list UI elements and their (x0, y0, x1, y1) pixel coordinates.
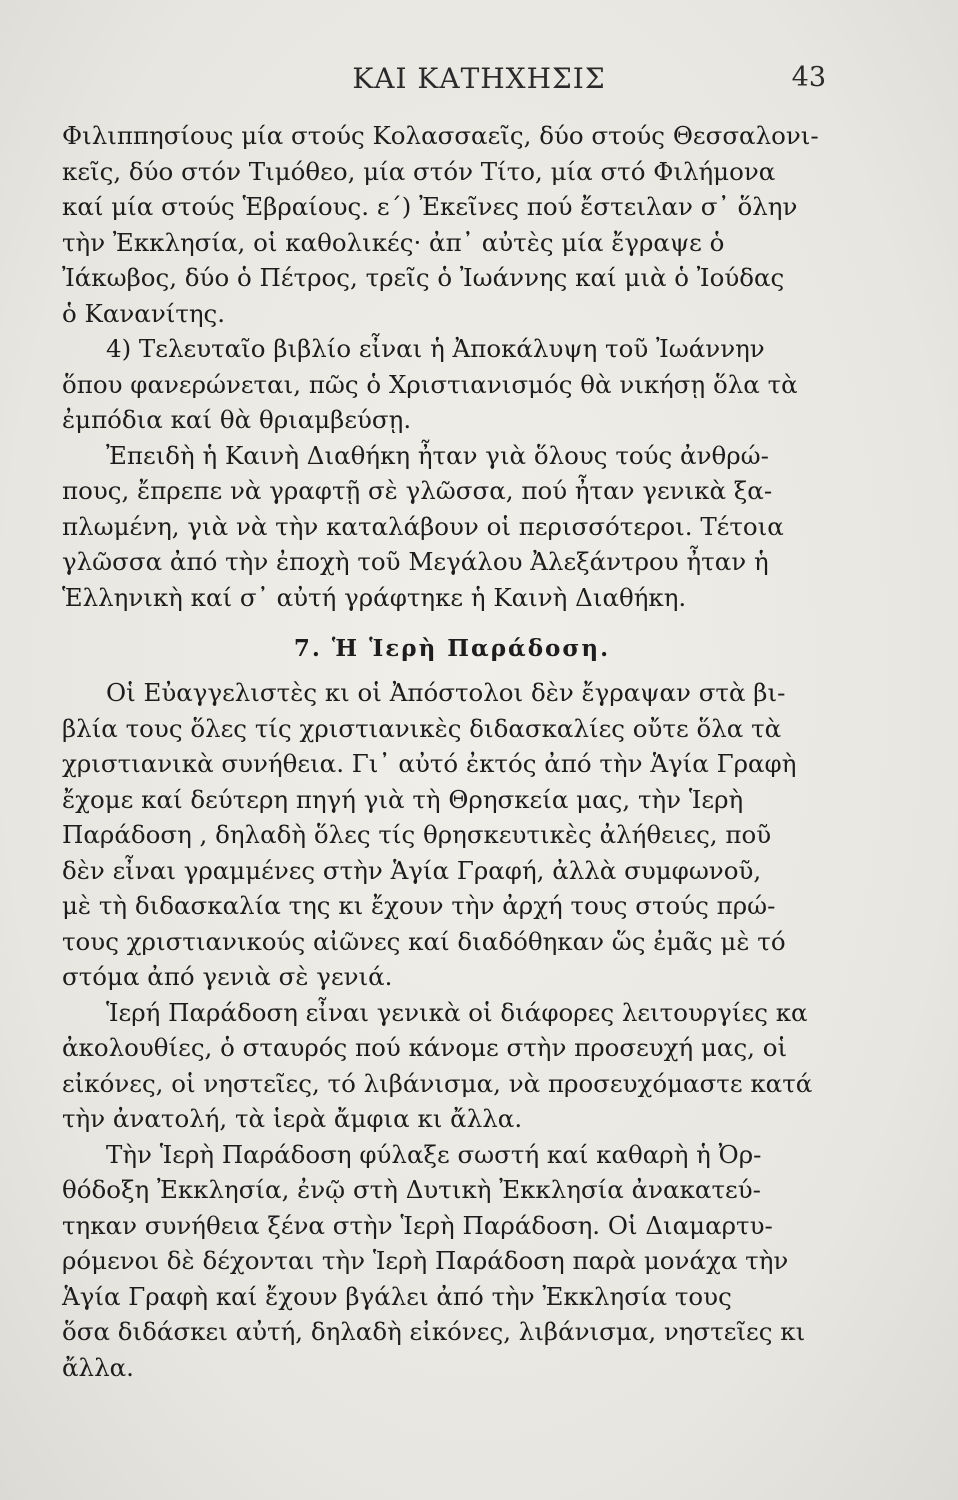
text-line: στόμα ἀπό γενιὰ σὲ γενιά. (62, 962, 393, 991)
paragraph-epistles (62, 118, 842, 331)
text-line: τους χριστιανικούς αἰῶνες καί διαδόθηκαν ὥς ἐμᾶς μὲ τό (62, 926, 786, 956)
text-line: Ἑλληνικὴ καί σ᾽ αὐτή γράφτηκε ἡ Καινὴ Διαθήκη. (62, 582, 687, 612)
text-line: τὴν Ἐκκλησία, οἱ καθολικές· ἀπ᾽ αὐτὲς μία ἔγραψε ὁ (62, 227, 725, 257)
text-line: κεῖς, δύο στόν Τιμόθεο, μία στόν Τίτο, μία στό Φιλήμονα (62, 156, 776, 186)
paragraph-tradition-intro (62, 675, 842, 995)
text-line: Οἱ Εὐαγγελιστὲς κι οἱ Ἀπόστολοι δὲν ἔγραψαν στὰ βι- (106, 678, 786, 707)
page-body (62, 118, 842, 1385)
text-line: Παράδοση , δηλαδὴ ὅλες τίς θρησκευτικὲς ἀλήθειες, ποῦ (62, 820, 772, 849)
text-line: χριστιανικὰ συνήθεια. Γι᾽ αὐτό ἐκτός ἀπό τὴν Ἁγία Γραφὴ (62, 749, 797, 778)
text-line: ἐμπόδια καί θὰ θριαμβεύσῃ. (62, 405, 412, 434)
text-line: δὲν εἶναι γραμμένες στὴν Ἁγία Γραφή, ἀλλὰ συμφωνοῦ, (62, 855, 762, 885)
paragraph-language (62, 438, 842, 616)
running-title: ΚΑΙ ΚΑΤΗΧΗΣΙΣ (352, 62, 606, 95)
text-line: ἔχομε καί δεύτερη πηγή γιὰ τὴ Θρησκεία μας, τὴν Ἱερὴ (62, 784, 744, 814)
text-line: Φιλιππησίους μία στούς Κολασσαεῖς, δύο στούς Θεσσαλονι- (62, 121, 819, 150)
paragraph-apocalypse (62, 331, 842, 438)
text-line: Ἐπειδὴ ἡ Καινὴ Διαθήκη ἦταν γιὰ ὅλους τούς ἀνθρώ- (106, 440, 769, 470)
text-line: μὲ τὴ διδασκαλία της κι ἔχουν τὴν ἀρχή τους στούς πρώ- (62, 891, 776, 920)
text-line: βλία τους ὅλες τίς χριστιανικὲς διδασκαλίες οὔτε ὅλα τὰ (62, 713, 782, 743)
text-line: ὅπου φανερώνεται, πῶς ὁ Χριστιανισμός θὰ νικήσῃ ὅλα τὰ (62, 369, 798, 399)
text-line: Τὴν Ἱερὴ Παράδοση φύλαξε σωστή καί καθαρὴ ἡ Ὀρ- (106, 1139, 762, 1169)
text-line: εἰκόνες, οἱ νηστεῖες, τό λιβάνισμα, νὰ προσευχόμαστε κατά (62, 1068, 813, 1098)
text-line: τὴν ἀνατολή, τὰ ἱερὰ ἄμφια κι ἄλλα. (62, 1104, 523, 1133)
paragraph-tradition-examples (62, 995, 842, 1137)
text-line: ὅσα διδάσκει αὐτή, δηλαδὴ εἰκόνες, λιβάνισμα, νηστεῖες κι (62, 1317, 806, 1346)
text-line: Ἱερή Παράδοση εἶναι γενικὰ οἱ διάφορες λειτουργίες κα (106, 997, 808, 1027)
text-line: πους, ἔπρεπε νὰ γραφτῇ σὲ γλῶσσα, πού ἦταν γενικὰ ξα- (62, 476, 773, 505)
text-line: θόδοξη Ἐκκλησία, ἐνῷ στὴ Δυτικὴ Ἐκκλησία ἀνακατεύ- (62, 1175, 761, 1204)
section-heading: 7. Ἡ Ἱερὴ Παράδοση. (293, 635, 611, 662)
paragraph-tradition-churches (62, 1137, 842, 1386)
text-line: 4) Τελευταῖο βιβλίο εἶναι ἡ Ἀποκάλυψη τοῦ Ἰωάννην (106, 334, 765, 363)
text-line: καί μία στούς Ἑβραίους. ε΄) Ἐκεῖνες πού ἔστειλαν σ᾽ ὅλην (62, 192, 798, 221)
text-line: ὁ Κανανίτης. (62, 298, 226, 328)
text-line: τηκαν συνήθεια ξένα στὴν Ἱερὴ Παράδοση. Οἱ Διαμαρτυ- (62, 1210, 773, 1240)
text-line: γλῶσσα ἀπό τὴν ἐποχὴ τοῦ Μεγάλου Ἀλεξάντρου ἦταν ἡ (62, 547, 769, 576)
text-line: ἀκολουθίες, ὁ σταυρός πού κάνομε στὴν προσευχή μας, οἱ (62, 1033, 788, 1062)
text-line: πλωμένη, γιὰ νὰ τὴν καταλάβουν οἱ περισσότεροι. Τέτοια (62, 511, 784, 541)
text-line: Ἁγία Γραφὴ καί ἔχουν βγάλει ἀπό τὴν Ἐκκλησία τους (62, 1281, 732, 1311)
text-line: ἄλλα. (62, 1352, 134, 1382)
text-line: ρόμενοι δὲ δέχονται τὴν Ἱερὴ Παράδοση παρὰ μονάχα τὴν (62, 1246, 789, 1275)
text-line: Ἰάκωβος, δύο ὁ Πέτρος, τρεῖς ὁ Ἰωάννης καί μιὰ ὁ Ἰούδας (62, 263, 785, 292)
page-number: 43 (791, 62, 826, 93)
